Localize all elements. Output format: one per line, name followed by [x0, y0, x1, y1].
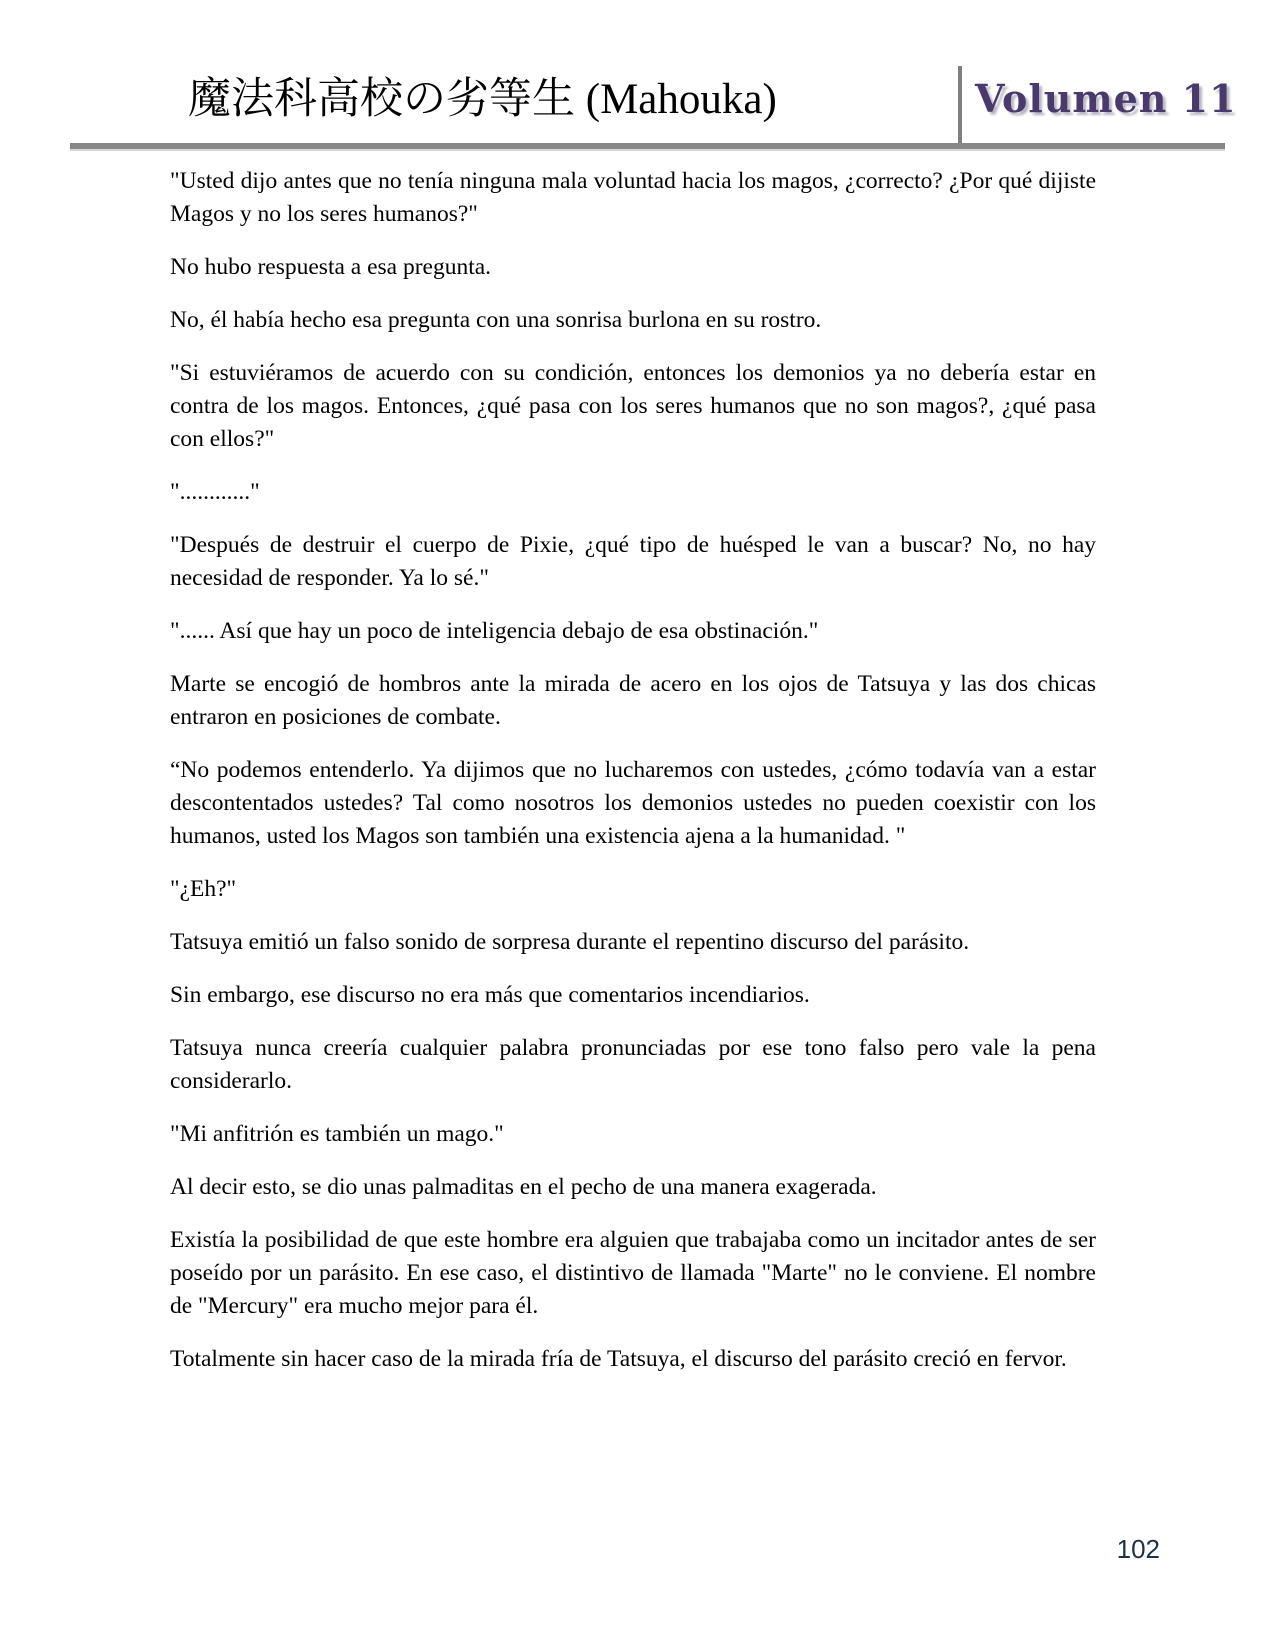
page-header: [0, 0, 1275, 150]
paragraph: Tatsuya emitió un falso sonido de sorpresa durante el repentino discurso del parásito.: [170, 929, 970, 955]
paragraph: “No podemos entenderlo. Ya dijimos que no lucharemos con ustedes, ¿cómo todavía van a estar descontentados ustedes? Tal como nosotros los demonios ustedes no pueden coexistir con los humanos, usted los Magos son también una existencia ajena a la humanidad. ": [170, 757, 1096, 849]
paragraph: "...... Así que hay un poco de inteligencia debajo de esa obstinación.": [170, 618, 819, 644]
volume-label: Volumen 11: [975, 76, 1237, 121]
paragraph: No, él había hecho esa pregunta con una sonrisa burlona en su rostro.: [170, 307, 822, 333]
paragraph: "Después de destruir el cuerpo de Pixie, ¿qué tipo de huésped le van a buscar? No, no hay necesidad de responder. Ya lo sé.": [170, 532, 1096, 591]
paragraph: Tatsuya nunca creería cualquier palabra pronunciadas por ese tono falso pero vale la pena considerarlo.: [170, 1035, 1096, 1094]
header-rule: [70, 143, 1225, 151]
header-divider-bar: [958, 66, 962, 143]
page-number: 102: [1116, 1534, 1160, 1564]
paragraph: "¿Eh?": [170, 876, 237, 902]
paragraph: "Usted dijo antes que no tenía ninguna mala voluntad hacia los magos, ¿correcto? ¿Por qué dijiste Magos y no los seres humanos?": [170, 168, 1096, 227]
body-text: [170, 165, 1096, 1396]
paragraph: No hubo respuesta a esa pregunta.: [170, 254, 492, 280]
paragraph: Marte se encogió de hombros ante la mirada de acero en los ojos de Tatsuya y las dos chicas entraron en posiciones de combate.: [170, 671, 1096, 730]
paragraph: Sin embargo, ese discurso no era más que comentarios incendiarios.: [170, 982, 810, 1008]
paragraph: Existía la posibilidad de que este hombre era alguien que trabajaba como un incitador antes de ser poseído por un parásito. En ese caso, el distintivo de llamada "Marte" no le conviene. El nombre de "Mercury" era mucho mejor para él.: [170, 1227, 1096, 1319]
paragraph: "Mi anfitrión es también un mago.": [170, 1121, 504, 1147]
paragraph: "............": [170, 479, 260, 505]
paragraph: "Si estuviéramos de acuerdo con su condición, entonces los demonios ya no debería estar en contra de los magos. Entonces, ¿qué pasa con los seres humanos que no son magos?, ¿qué pasa con ellos?": [170, 360, 1096, 452]
document-title: 魔法科高校の劣等生 (Mahouka): [188, 76, 777, 123]
paragraph: Totalmente sin hacer caso de la mirada fría de Tatsuya, el discurso del parásito creció en fervor.: [170, 1346, 1067, 1372]
paragraph: Al decir esto, se dio unas palmaditas en el pecho de una manera exagerada.: [170, 1174, 877, 1200]
